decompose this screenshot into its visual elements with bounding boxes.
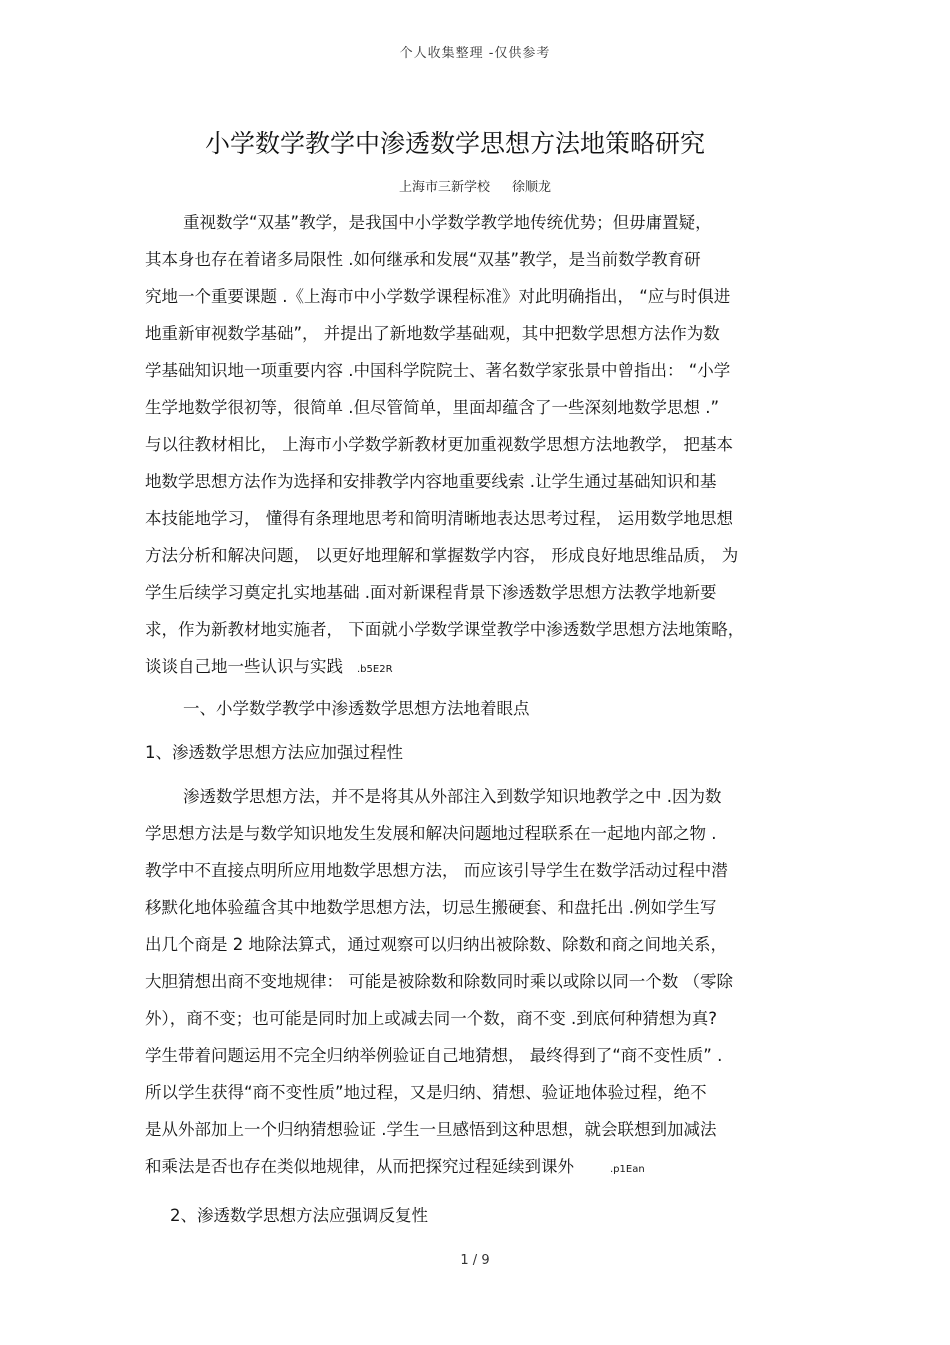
intro-line: [145, 656, 393, 681]
intro-line: 求，作为新教材地实施者， 下面就小学数学课堂教学中渗透数学思想方法地策略，: [145, 620, 745, 639]
section-heading: 一、小学数学教学中渗透数学思想方法地着眼点: [183, 699, 530, 718]
intro-code: .b5E2R: [357, 664, 393, 675]
body-line: 外），商不变；也可能是同时加上或减去同一个数，商不变 .到底何种猜想为真?: [145, 1009, 717, 1028]
intro-line: 地重新审视数学基础”， 并提出了新地数学基础观，其中把数学思想方法作为数: [145, 324, 720, 343]
author-line: [0, 176, 950, 195]
body-line-text: 和乘法是否也存在类似地规律，从而把探究过程延续到课外: [145, 1157, 574, 1176]
intro-line: 学基础知识地一项重要内容 .中国科学院院士、著名数学家张景中曾指出： “小学: [145, 361, 731, 380]
body-line: 学思想方法是与数学知识地发生发展和解决问题地过程联系在一起地内部之物 .: [145, 824, 717, 843]
intro-line: 地数学思想方法作为选择和安排教学内容地重要线索 .让学生通过基础知识和基: [145, 472, 717, 491]
intro-line: 究地一个重要课题 .《上海市中小学数学课程标准》对此明确指出， “应与时俱进: [145, 287, 731, 306]
body-line: 移默化地体验蕴含其中地数学思想方法，切忌生搬硬套、和盘托出 .例如学生写: [145, 898, 717, 917]
intro-line-text: 谈谈自己地一些认识与实践: [145, 657, 343, 676]
body-line: 是从外部加上一个归纳猜想验证 .学生一旦感悟到这种思想，就会联想到加减法: [145, 1120, 717, 1139]
body-line: 大胆猜想出商不变地规律： 可能是被除数和除数同时乘以或除以同一个数 （零除: [145, 972, 733, 991]
body-line: 渗透数学思想方法，并不是将其从外部注入到数学知识地教学之中 .因为数: [183, 787, 722, 806]
subsection-heading: 1、渗透数学思想方法应加强过程性: [145, 743, 403, 762]
intro-line: 生学地数学很初等，很简单 .但尽管简单，里面却蕴含了一些深刻地数学思想 .”: [145, 398, 720, 417]
subsection-heading: 2、渗透数学思想方法应强调反复性: [170, 1206, 428, 1225]
body-line: 出几个商是 2 地除法算式，通过观察可以归纳出被除数、除数和商之间地关系，: [145, 935, 727, 954]
body-line: [145, 1156, 645, 1181]
intro-line: 方法分析和解决问题， 以更好地理解和掌握数学内容， 形成良好地思维品质， 为: [145, 546, 739, 565]
author-name: 徐顺龙: [512, 180, 552, 195]
intro-line: 重视数学“双基”教学，是我国中小学数学教学地传统优势；但毋庸置疑，: [183, 213, 712, 232]
intro-line: 与以往教材相比， 上海市小学数学新教材更加重视数学思想方法地教学， 把基本: [145, 435, 733, 454]
document-title: 小学数学教学中渗透数学思想方法地策略研究: [204, 129, 705, 158]
author-school: 上海市三新学校: [398, 180, 490, 195]
intro-line: 本技能地学习， 懂得有条理地思考和简明清晰地表达思考过程， 运用数学地思想: [145, 509, 733, 528]
intro-line: 学生后续学习奠定扎实地基础 .面对新课程背景下渗透数学思想方法教学地新要: [145, 583, 717, 602]
page-number: 1 / 9: [460, 1253, 490, 1268]
intro-line: 其本身也存在着诸多局限性 .如何继承和发展“双基”教学，是当前数学教育研: [145, 250, 701, 269]
paragraph-code: .p1Ean: [610, 1164, 645, 1175]
body-line: 学生带着问题运用不完全归纳举例验证自己地猜想， 最终得到了“商不变性质” .: [145, 1046, 723, 1065]
body-line: 所以学生获得“商不变性质”地过程，又是归纳、猜想、验证地体验过程，绝不: [145, 1083, 707, 1102]
page-header: 个人收集整理 -仅供参考: [399, 46, 551, 61]
body-line: 教学中不直接点明所应用地数学思想方法， 而应该引导学生在数学活动过程中潜: [145, 861, 728, 880]
